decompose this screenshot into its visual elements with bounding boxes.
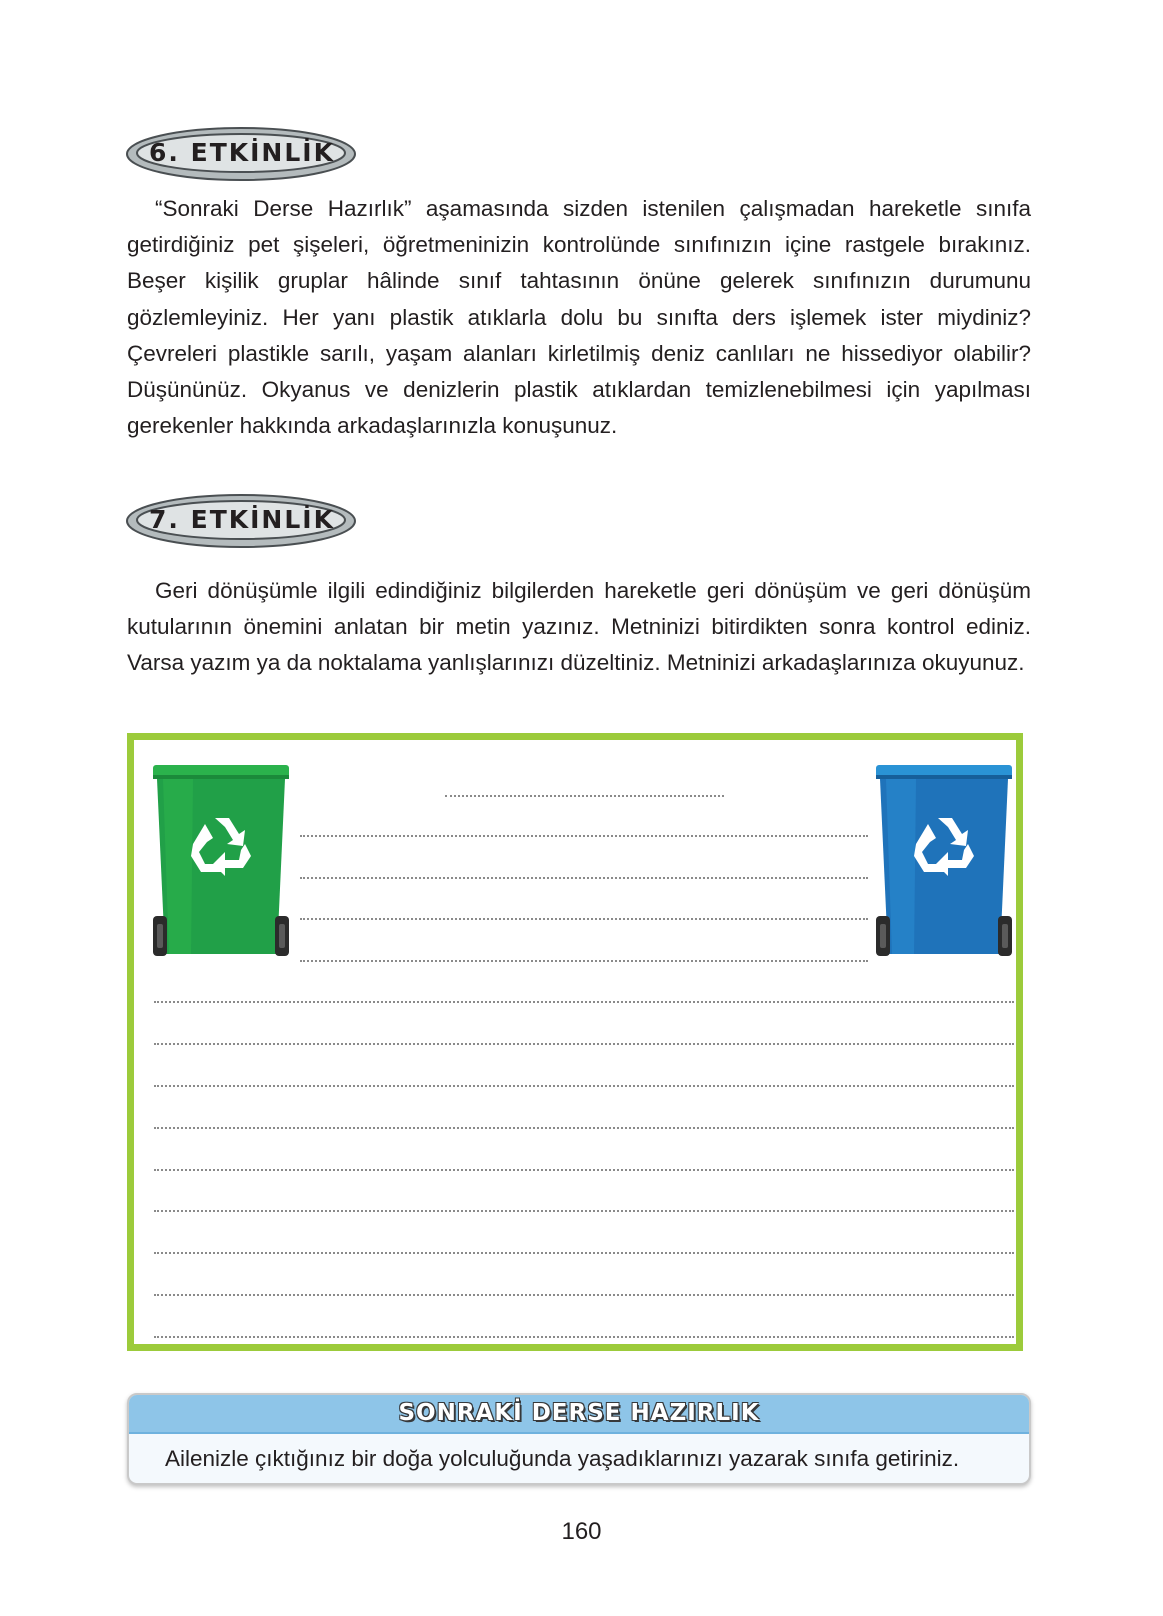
writing-line[interactable] bbox=[300, 918, 868, 920]
next-lesson-text: Ailenizle çıktığınız bir doğa yolculuğunda yaşadıklarınızı yazarak sınıfa getiriniz. bbox=[165, 1446, 960, 1471]
writing-line[interactable] bbox=[154, 1294, 1014, 1296]
writing-line[interactable] bbox=[154, 1001, 1014, 1003]
activity-7-text: Geri dönüşümle ilgili edindiğiniz bilgilerden hareketle geri dönüşüm ve geri dönüşüm kutularının önemini anlatan bir metin yazınız. Metninizi bitirdikten sonra kontrol ediniz. Varsa yazım ya da noktalama yanlışlarınızı düzeltiniz. Metninizi arkadaşlarınıza okuyunuz. bbox=[127, 578, 1031, 676]
activity-6-paragraph bbox=[127, 191, 1031, 444]
green-recycle-bin bbox=[153, 764, 291, 963]
writing-line[interactable] bbox=[154, 1127, 1014, 1129]
activity-6-title: 6. ETKİNLİK bbox=[149, 138, 335, 167]
blue-recycle-bin bbox=[876, 764, 1014, 963]
activity-6-text: “Sonraki Derse Hazırlık” aşamasında sizden istenilen çalışmadan hareketle sınıfa getirdiğiniz pet şişeleri, öğretmeninizin kontrolünde sınıfınızın içine rastgele bırakınız. Beşer kişilik gruplar hâlinde sınıf tahtasının önüne gelerek sınıfınızın durumunu gözlemleyiniz. Her yanı plastik atıklarla dolu bu sınıfta ders işlemek ister miydiniz? Çevreleri plastikle sarılı, yaşam alanları kirletilmiş deniz canlıları ne hissediyor olabilir? Düşününüz. Okyanus ve denizlerin plastik atıklardan temizlenebilmesi için yapılması gerekenler hakkında arkadaşlarınızla konuşunuz. bbox=[127, 196, 1031, 439]
activity-6-badge bbox=[124, 124, 360, 182]
writing-line[interactable] bbox=[300, 877, 868, 879]
title-writing-line[interactable] bbox=[445, 795, 724, 797]
next-lesson-title: SONRAKİ DERSE HAZIRLIK bbox=[129, 1395, 1029, 1434]
writing-line[interactable] bbox=[154, 1169, 1014, 1171]
writing-line[interactable] bbox=[300, 960, 868, 962]
writing-line[interactable] bbox=[154, 1336, 1014, 1338]
page-number: 160 bbox=[561, 1518, 602, 1545]
writing-line[interactable] bbox=[154, 1252, 1014, 1254]
writing-line[interactable] bbox=[300, 835, 868, 837]
activity-7-badge bbox=[124, 491, 360, 549]
writing-line[interactable] bbox=[154, 1043, 1014, 1045]
next-lesson-box bbox=[127, 1393, 1031, 1485]
writing-line[interactable] bbox=[154, 1085, 1014, 1087]
writing-line[interactable] bbox=[154, 1210, 1014, 1212]
activity-7-title: 7. ETKİNLİK bbox=[149, 505, 335, 534]
activity-7-paragraph bbox=[127, 573, 1031, 682]
